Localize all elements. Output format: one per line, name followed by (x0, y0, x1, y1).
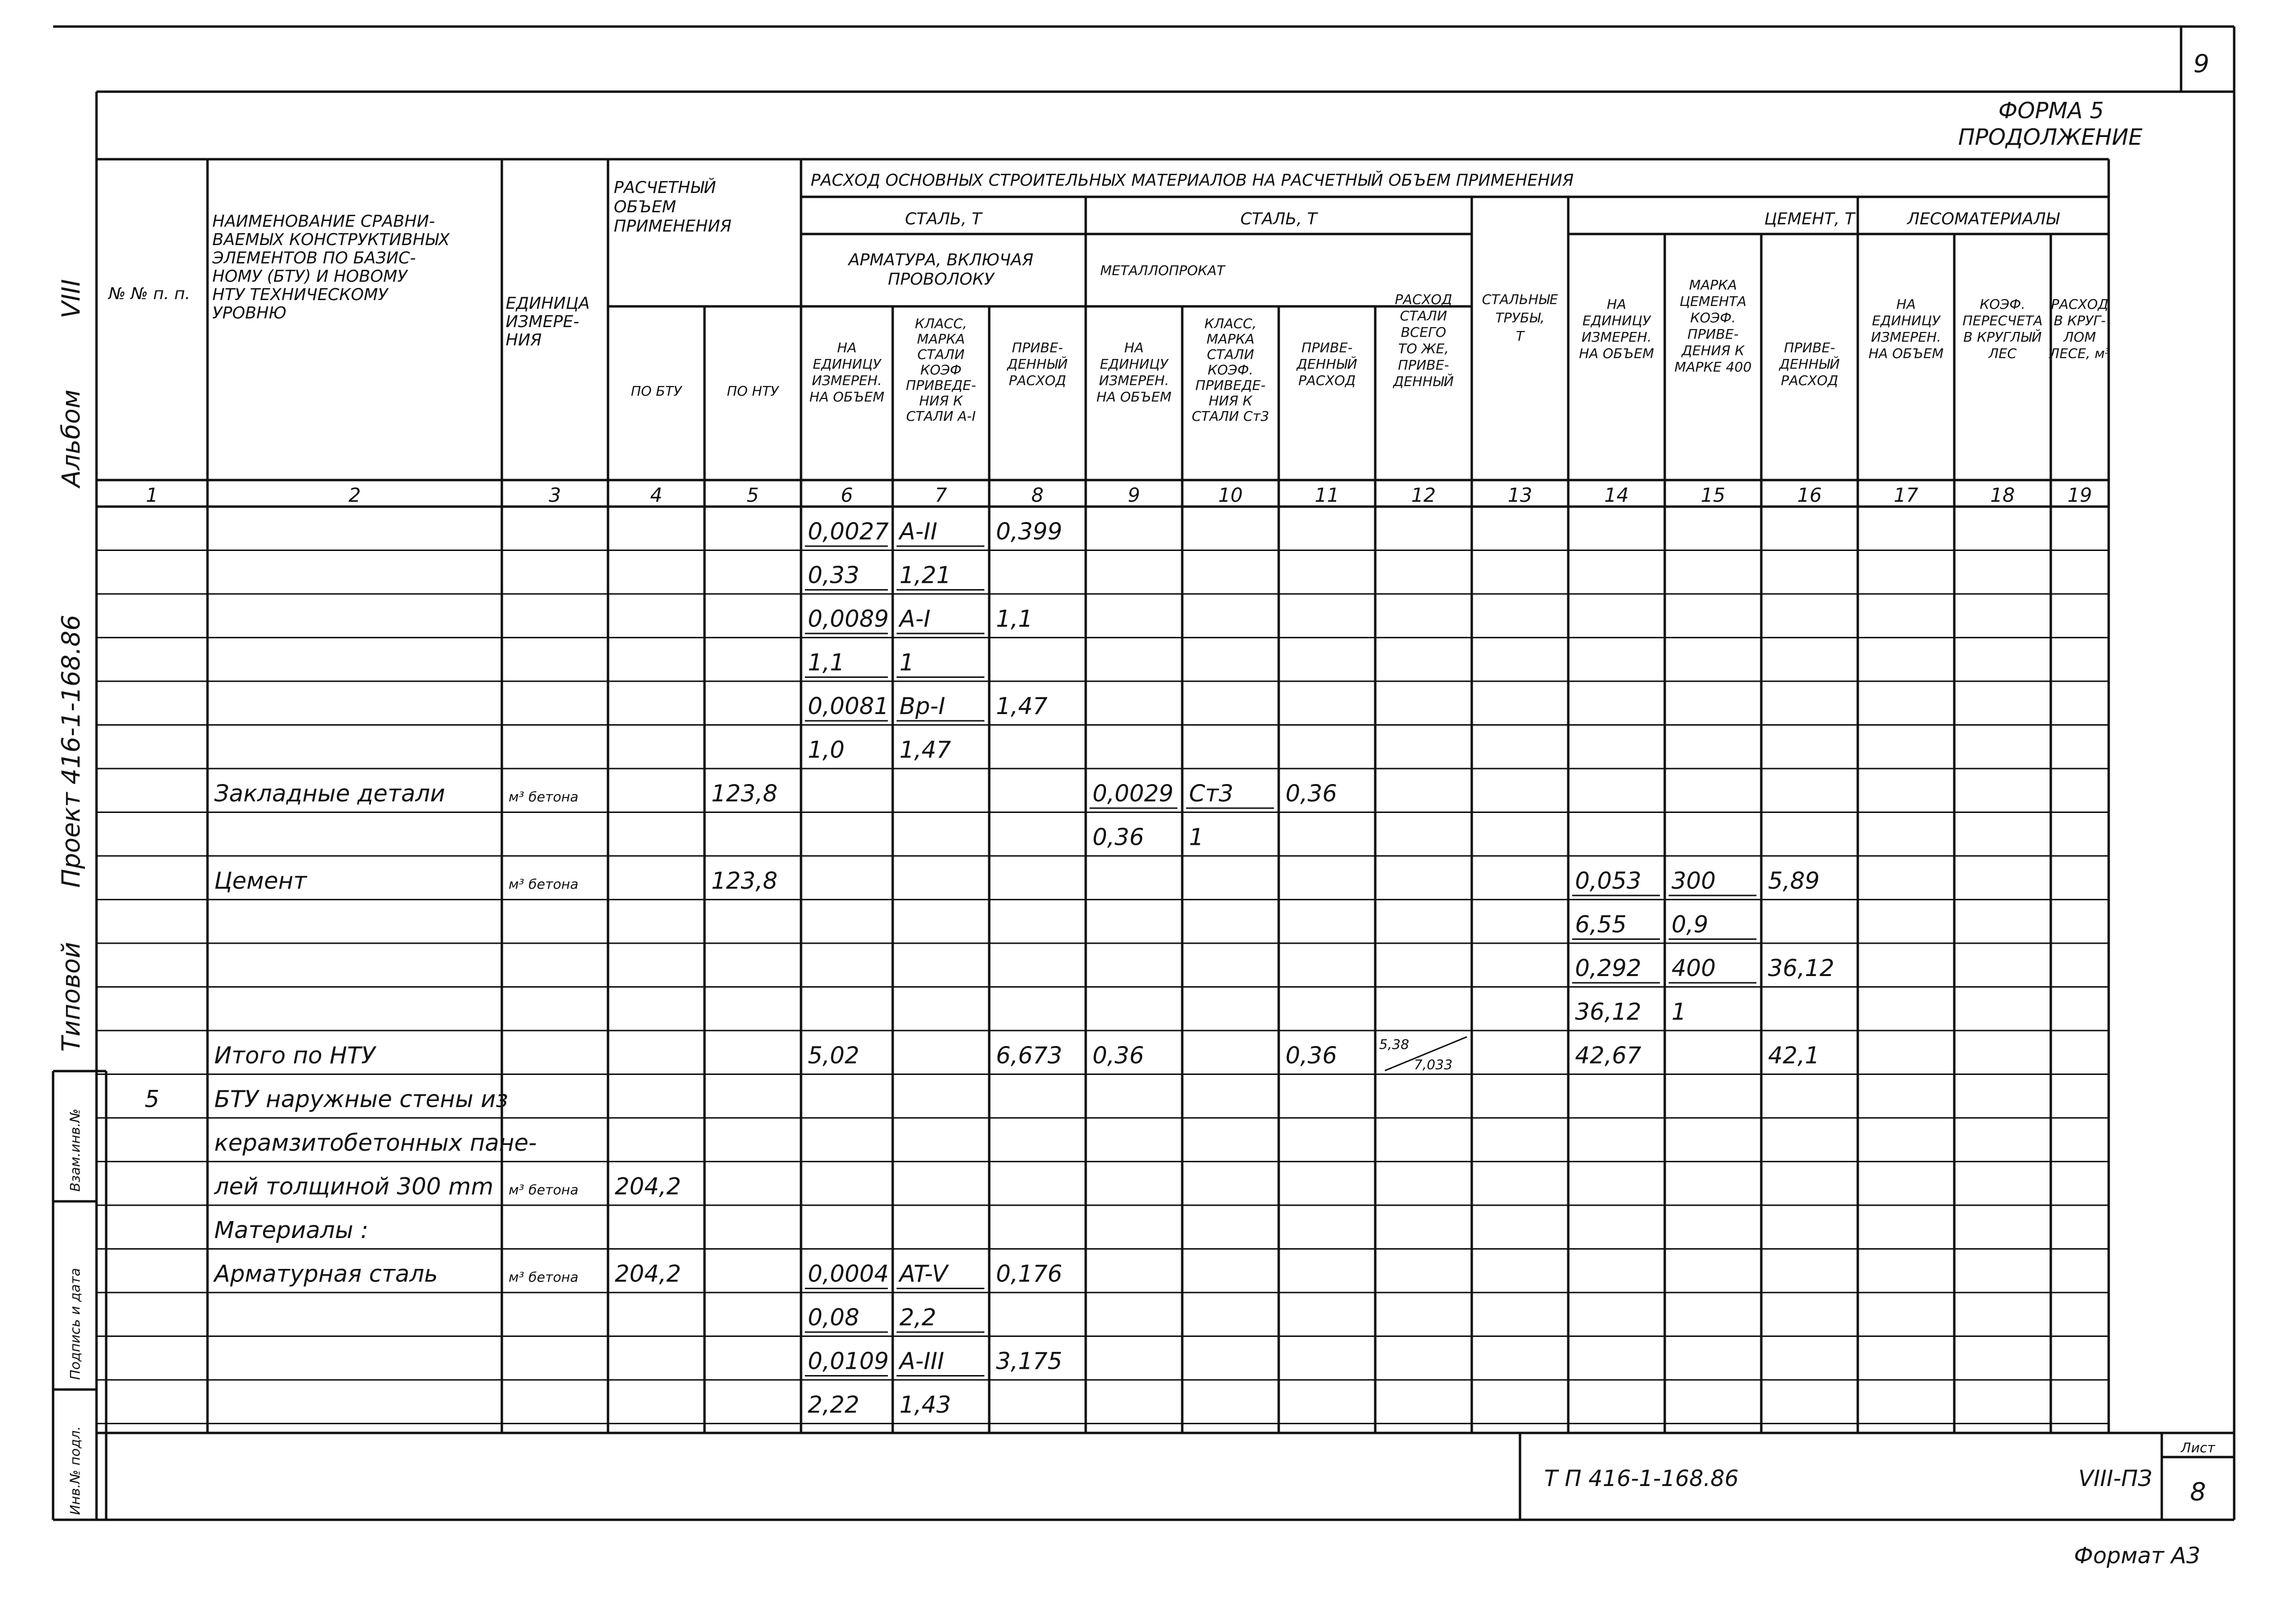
table-cell-c15: 0,9 (1672, 911, 1709, 938)
table-cell-c2: Материалы : (214, 1217, 369, 1244)
header-col6: ИЗМЕРЕН. (812, 372, 882, 388)
table-cell-c16: 5,89 (1768, 867, 1820, 895)
header-item-number: № № п. п. (109, 284, 191, 303)
header-col7: МАРКА (917, 331, 965, 347)
table-cell-c7: A-II (899, 518, 938, 545)
header-element-name: НТУ ТЕХНИЧЕСКОМУ (212, 285, 388, 304)
header-col14: НА ОБЪЕМ (1579, 345, 1654, 361)
stamp-project-code: Т П 416-1-168.86 (1544, 1465, 1739, 1491)
table-cell-c8: 0,176 (996, 1260, 1063, 1288)
column-number: 7 (935, 484, 947, 507)
header-col10: ПРИВЕДЕ- (1195, 377, 1266, 393)
header-col13: Т (1516, 328, 1524, 344)
header-rolled-subtitle: МЕТАЛЛОПРОКАТ (1100, 262, 1225, 278)
table-cell-c3: м³ бетона (509, 789, 579, 805)
side-album-label: Альбом (57, 389, 86, 487)
header-wood: ЛЕСОМАТЕРИАЛЫ (1907, 209, 2059, 229)
table-cell-c6: 0,0109 (808, 1348, 889, 1375)
column-number: 17 (1893, 484, 1919, 507)
header-col8: РАСХОД (1009, 372, 1066, 388)
table-cell-c5: 123,8 (711, 780, 778, 807)
header-col18: ПЕРЕСЧЕТА (1962, 313, 2043, 329)
header-col12: ВСЕГО (1400, 324, 1447, 340)
table-cell-c2: керамзитобетонных пане- (214, 1129, 537, 1156)
header-col12: ТО ЖЕ, (1398, 341, 1449, 357)
header-col17: ЕДИНИЦУ (1872, 313, 1940, 329)
header-col15: КОЭФ. (1690, 310, 1736, 326)
side-project-label: Проект 416-1-168.86 (57, 615, 86, 888)
table-cell-c2: Закладные детали (214, 780, 445, 807)
table-cell-c2: БТУ наружные стены из (214, 1086, 508, 1113)
header-steel-rolled: СТАЛЬ, Т (1240, 209, 1317, 229)
stamp-original-inv: Инв.№ подл. (67, 1426, 83, 1515)
table-cell-c8: 3,175 (996, 1348, 1063, 1375)
header-col15: МАРКА (1689, 277, 1737, 293)
header-col15: МАРКЕ 400 (1674, 359, 1752, 375)
header-col17: ИЗМЕРЕН. (1871, 329, 1941, 345)
header-unit: НИЯ (506, 330, 542, 350)
table-cell-c7: 1,47 (899, 736, 951, 764)
header-element-name: НАИМЕНОВАНИЕ СРАВНИ- (212, 212, 435, 231)
header-element-name: ЭЛЕМЕНТОВ ПО БАЗИС- (212, 248, 416, 268)
header-col6: НА ОБЪЕМ (809, 389, 884, 405)
table-cell-c12-total: 5,38 (1379, 1036, 1409, 1052)
table-cell-c6: 0,33 (808, 562, 859, 589)
header-col8: ПРИВЕ- (1012, 340, 1063, 356)
stamp-sheet-number: 8 (2190, 1478, 2206, 1507)
header-col11: ПРИВЕ- (1301, 340, 1353, 356)
table-cell-c10: Ст3 (1189, 780, 1234, 807)
column-number: 2 (348, 484, 361, 507)
table-cell-c14: 0,292 (1575, 955, 1642, 982)
header-col6: ЕДИНИЦУ (813, 356, 881, 372)
header-col9: НА (1124, 340, 1144, 356)
table-cell-c6: 0,0027 (808, 518, 889, 545)
table-cell-c11: 0,36 (1285, 1042, 1337, 1069)
header-col7: ПРИВЕДЕ- (906, 377, 976, 393)
table-cell-c6: 1,1 (808, 649, 845, 676)
table-cell-c5: 123,8 (711, 867, 778, 895)
header-col13: ТРУБЫ, (1495, 310, 1545, 326)
column-number: 19 (2067, 484, 2092, 507)
table-cell-c12-reduced: 7,033 (1414, 1057, 1453, 1073)
header-col10: КОЭФ. (1207, 362, 1254, 378)
header-col12: РАСХОД (1395, 291, 1452, 307)
column-number: 18 (1990, 484, 2015, 507)
table-cell-c10: 1 (1189, 824, 1204, 851)
column-number: 5 (746, 484, 759, 507)
header-col17: НА ОБЪЕМ (1868, 345, 1944, 361)
header-col19: ЛЕСЕ, м³ (2049, 345, 2111, 361)
table-cell-c4: 204,2 (615, 1260, 681, 1288)
header-col14: НА (1606, 296, 1627, 312)
table-cell-c15: 1 (1672, 998, 1686, 1026)
table-cell-c7: Вр-I (899, 693, 945, 720)
header-col10: СТАЛИ Ст3 (1191, 408, 1270, 424)
header-col9: ЕДИНИЦУ (1100, 356, 1168, 372)
table-cell-c9: 0,36 (1092, 824, 1144, 851)
stamp-signature-date: Подпись и дата (67, 1268, 83, 1380)
stamp-sheet-label: Лист (2181, 1440, 2215, 1456)
header-cement: ЦЕМЕНТ, Т (1764, 209, 1855, 229)
header-col18: В КРУГЛЫЙ (1963, 329, 2042, 345)
header-col6: НА (837, 340, 857, 356)
header-col12: СТАЛИ (1400, 308, 1447, 324)
table-cell-c9: 0,36 (1092, 1042, 1144, 1069)
header-steel-rebar: СТАЛЬ, Т (905, 209, 982, 229)
header-volume: ПРИМЕНЕНИЯ (614, 217, 732, 236)
table-cell-c11: 0,36 (1285, 780, 1337, 807)
column-number: 4 (650, 484, 663, 507)
header-col19: РАСХОД (2051, 296, 2109, 312)
table-cell-c2: Итого по НТУ (214, 1042, 375, 1069)
column-number: 12 (1411, 484, 1436, 507)
header-col16: ПРИВЕ- (1784, 340, 1835, 356)
header-volume: РАСЧЕТНЫЙ (614, 178, 716, 197)
header-col14: ЕДИНИЦУ (1582, 313, 1651, 329)
table-cell-c6: 2,22 (808, 1391, 859, 1418)
header-unit: ЕДИНИЦА (506, 294, 590, 313)
table-cell-c4: 204,2 (615, 1173, 681, 1200)
header-col15: ПРИВЕ- (1687, 326, 1739, 342)
header-col7: НИЯ К (919, 393, 963, 409)
table-cell-c3: м³ бетона (509, 1269, 579, 1285)
column-number: 6 (841, 484, 853, 507)
header-element-name: ВАЕМЫХ КОНСТРУКТИВНЫХ (212, 230, 450, 249)
header-col15: ЦЕМЕНТА (1679, 293, 1747, 309)
stamp-replacement-inv: Взам.инв.№ (67, 1108, 83, 1192)
column-number: 14 (1604, 484, 1629, 507)
table-cell-c7: AT-V (899, 1260, 948, 1288)
column-number: 8 (1031, 484, 1044, 507)
table-cell-c6: 1,0 (808, 736, 845, 764)
header-rebar-subtitle: ПРОВОЛОКУ (887, 270, 995, 289)
header-col19: В КРУГ- (2054, 313, 2106, 329)
stamp-document-code: VIII-ПЗ (2078, 1465, 2152, 1491)
side-typical-label: Типовой (57, 942, 86, 1052)
table-cell-c3: м³ бетона (509, 876, 579, 892)
header-col7: СТАЛИ (917, 346, 965, 362)
header-col10: МАРКА (1206, 331, 1255, 347)
table-cell-c16: 42,1 (1768, 1042, 1820, 1069)
header-col15: ДЕНИЯ К (1682, 343, 1744, 358)
column-number: 16 (1797, 484, 1822, 507)
table-cell-c7: A-I (899, 606, 931, 633)
header-col16: РАСХОД (1781, 372, 1838, 388)
header-col10: СТАЛИ (1207, 346, 1254, 362)
header-col8: ДЕННЫЙ (1007, 356, 1068, 372)
header-col18: ЛЕС (1988, 345, 2017, 361)
table-cell-c7: A-III (899, 1348, 944, 1375)
table-cell-c16: 36,12 (1768, 955, 1835, 982)
form-label: ФОРМА 5 (1998, 97, 2104, 124)
header-col12: ДЕННЫЙ (1393, 373, 1454, 389)
table-cell-c2: Цемент (214, 867, 307, 895)
header-element-name: УРОВНЮ (212, 303, 287, 323)
table-cell-c7: 1,43 (899, 1391, 951, 1418)
header-element-name: НОМУ (БТУ) И НОВОМУ (212, 267, 408, 286)
side-album-number: VIII (57, 279, 86, 318)
table-cell-c8: 1,47 (996, 693, 1048, 720)
table-cell-c2: лей толщиной 300 mm (214, 1173, 494, 1200)
header-col7: СТАЛИ А-I (906, 408, 976, 424)
header-col13: СТАЛЬНЫЕ (1482, 291, 1558, 307)
table-cell-c9: 0,0029 (1092, 780, 1174, 807)
column-number: 3 (549, 484, 561, 507)
table-cell-c2: Арматурная сталь (214, 1260, 438, 1288)
header-volume-btu: ПО БТУ (631, 383, 682, 399)
header-col11: РАСХОД (1298, 372, 1356, 388)
table-cell-c3: м³ бетона (509, 1182, 579, 1198)
sheet-corner-number: 9 (2193, 50, 2210, 79)
header-col10: НИЯ К (1208, 393, 1253, 409)
table-cell-c14: 6,55 (1575, 911, 1627, 938)
table-cell-c6: 0,0081 (808, 693, 889, 720)
header-col17: НА (1896, 296, 1916, 312)
header-unit: ИЗМЕРЕ- (506, 312, 580, 331)
column-number: 15 (1700, 484, 1726, 507)
column-number: 9 (1128, 484, 1140, 507)
table-cell-c15: 400 (1672, 955, 1716, 982)
column-number: 1 (146, 484, 158, 507)
column-number: 10 (1218, 484, 1243, 507)
table-cell-c15: 300 (1672, 867, 1716, 895)
header-col19: ЛОМ (2063, 329, 2096, 345)
table-cell-c14: 36,12 (1575, 998, 1642, 1026)
form-label-continued: ПРОДОЛЖЕНИЕ (1958, 124, 2142, 150)
table-cell-c14: 42,67 (1575, 1042, 1642, 1069)
header-col14: ИЗМЕРЕН. (1581, 329, 1652, 345)
header-col18: КОЭФ. (1979, 296, 2026, 312)
header-col12: ПРИВЕ- (1398, 357, 1449, 373)
header-col11: ДЕННЫЙ (1297, 356, 1357, 372)
table-cell-c8: 0,399 (996, 518, 1063, 545)
header-rebar-subtitle: АРМАТУРА, ВКЛЮЧАЯ (848, 250, 1034, 270)
header-volume-ntu: ПО НТУ (727, 383, 779, 399)
header-col10: КЛАСС, (1204, 316, 1257, 331)
table-cell-c6: 0,0004 (808, 1260, 889, 1288)
table-cell-c6: 5,02 (808, 1042, 859, 1069)
table-cell-c6: 0,08 (808, 1304, 859, 1331)
header-col7: КОЭФ (920, 362, 962, 378)
table-cell-c1: 5 (144, 1086, 160, 1113)
table-cell-c8: 6,673 (996, 1042, 1063, 1069)
header-col9: НА ОБЪЕМ (1096, 389, 1172, 405)
table-cell-c7: 1,21 (899, 562, 951, 589)
table-cell-c14: 0,053 (1575, 867, 1642, 895)
header-col7: КЛАСС, (914, 316, 967, 331)
column-number: 11 (1314, 484, 1340, 507)
format-label: Формат А3 (2074, 1542, 2200, 1569)
header-materials: РАСХОД ОСНОВНЫХ СТРОИТЕЛЬНЫХ МАТЕРИАЛОВ НА РАСЧЕТНЫЙ ОБЪЕМ ПРИМЕНЕНИЯ (811, 171, 1574, 190)
table-cell-c6: 0,0089 (808, 606, 889, 633)
table-cell-c8: 1,1 (996, 606, 1033, 633)
header-volume: ОБЪЕМ (614, 197, 677, 217)
table-cell-c7: 2,2 (899, 1304, 937, 1331)
header-col16: ДЕННЫЙ (1779, 356, 1840, 372)
header-col9: ИЗМЕРЕН. (1099, 372, 1169, 388)
column-number: 13 (1507, 484, 1533, 507)
table-cell-c7: 1 (899, 649, 914, 676)
